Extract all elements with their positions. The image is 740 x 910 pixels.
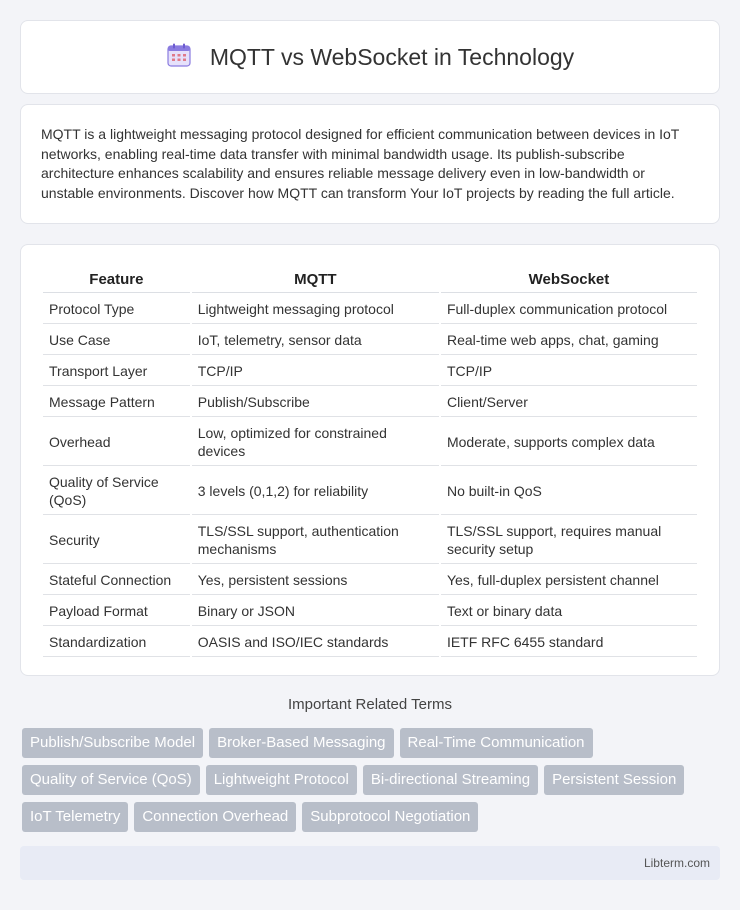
- cell-feature: Transport Layer: [43, 357, 190, 386]
- cell-websocket: Real-time web apps, chat, gaming: [441, 326, 697, 355]
- cell-feature: Security: [43, 517, 190, 564]
- intro-card: [20, 104, 720, 224]
- comparison-card: [20, 244, 720, 676]
- cell-mqtt: Binary or JSON: [192, 597, 439, 626]
- footer: [20, 846, 720, 880]
- cell-websocket: TCP/IP: [441, 357, 697, 386]
- header-websocket: WebSocket: [441, 267, 697, 293]
- cell-websocket: Text or binary data: [441, 597, 697, 626]
- cell-mqtt: TCP/IP: [192, 357, 439, 386]
- cell-websocket: Yes, full-duplex persistent channel: [441, 566, 697, 595]
- calendar-icon: [166, 42, 192, 73]
- cell-feature: Use Case: [43, 326, 190, 355]
- related-tag[interactable]: Subprotocol Negotiation: [302, 802, 478, 832]
- table-row: [43, 628, 697, 657]
- related-terms-title: Important Related Terms: [288, 696, 452, 713]
- cell-mqtt: OASIS and ISO/IEC standards: [192, 628, 439, 657]
- footer-link[interactable]: Libterm.com: [643, 856, 710, 870]
- cell-mqtt: 3 levels (0,1,2) for reliability: [192, 468, 439, 515]
- cell-mqtt: IoT, telemetry, sensor data: [192, 326, 439, 355]
- related-tag[interactable]: Lightweight Protocol: [206, 765, 357, 795]
- table-row: [43, 517, 697, 564]
- page-title: MQTT vs WebSocket in Technology: [209, 43, 575, 70]
- cell-websocket: Full-duplex communication protocol: [441, 295, 697, 324]
- comparison-table: [41, 265, 699, 659]
- related-tag[interactable]: Quality of Service (QoS): [22, 765, 200, 795]
- cell-mqtt: TLS/SSL support, authentication mechanisms: [192, 517, 439, 564]
- cell-websocket: Moderate, supports complex data: [441, 419, 697, 466]
- related-tag[interactable]: IoT Telemetry: [22, 802, 128, 832]
- cell-feature: Quality of Service (QoS): [43, 468, 190, 515]
- cell-mqtt: Low, optimized for constrained devices: [192, 419, 439, 466]
- related-tag[interactable]: Bi-directional Streaming: [363, 765, 538, 795]
- header-feature: Feature: [43, 267, 190, 293]
- intro-text: MQTT is a lightweight messaging protocol designed for efficient communication between devices in IoT networks, enabling real-time data transfer with minimal bandwidth usage. Its publish-subscribe architecture enhances scalability and ensures reliable message delivery even in low-bandwidth or unstable environments. Discover how MQTT can transform Your IoT projects by reading the full article.: [41, 126, 680, 201]
- related-tag[interactable]: Broker-Based Messaging: [209, 728, 393, 758]
- header-card: [20, 20, 720, 94]
- table-row: [43, 388, 697, 417]
- related-tag[interactable]: Publish/Subscribe Model: [22, 728, 203, 758]
- table-row: [43, 597, 697, 626]
- table-row: [43, 357, 697, 386]
- related-tag[interactable]: Connection Overhead: [134, 802, 296, 832]
- related-tag[interactable]: Persistent Session: [544, 765, 684, 795]
- table-row: [43, 566, 697, 595]
- cell-feature: Standardization: [43, 628, 190, 657]
- cell-websocket: Client/Server: [441, 388, 697, 417]
- related-terms-list: [22, 728, 722, 832]
- cell-feature: Message Pattern: [43, 388, 190, 417]
- table-row: [43, 295, 697, 324]
- cell-mqtt: Publish/Subscribe: [192, 388, 439, 417]
- table-row: [43, 326, 697, 355]
- header-mqtt: MQTT: [192, 267, 439, 293]
- cell-mqtt: Lightweight messaging protocol: [192, 295, 439, 324]
- cell-websocket: TLS/SSL support, requires manual security setup: [441, 517, 697, 564]
- table-header-row: [43, 267, 697, 293]
- cell-feature: Stateful Connection: [43, 566, 190, 595]
- cell-websocket: No built-in QoS: [441, 468, 697, 515]
- cell-feature: Protocol Type: [43, 295, 190, 324]
- related-tag[interactable]: Real-Time Communication: [400, 728, 593, 758]
- table-row: [43, 419, 697, 466]
- cell-feature: Overhead: [43, 419, 190, 466]
- table-row: [43, 468, 697, 515]
- cell-websocket: IETF RFC 6455 standard: [441, 628, 697, 657]
- cell-feature: Payload Format: [43, 597, 190, 626]
- cell-mqtt: Yes, persistent sessions: [192, 566, 439, 595]
